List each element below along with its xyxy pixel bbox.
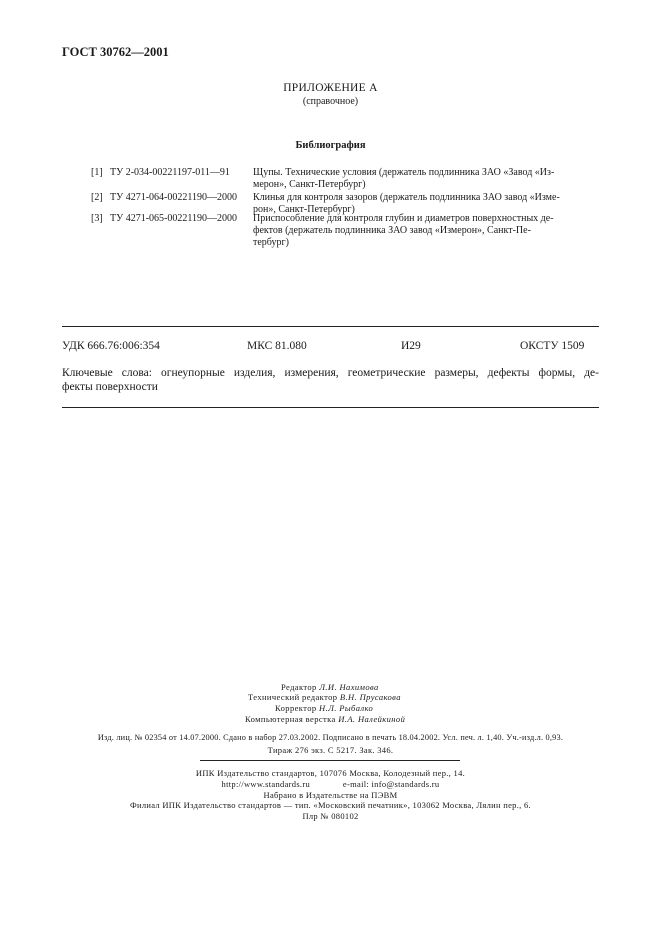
entry-text: рон», Санкт-Петербург) — [253, 204, 355, 215]
credit-role: Редактор — [281, 682, 317, 692]
entry-text: фектов (держатель подлинника ЗАО завод «Измерон», Санкт-Пе- — [253, 225, 531, 236]
print-info-line: Тираж 276 экз. С 5217. Зак. 346. — [267, 745, 394, 755]
print-info-line: Изд. лиц. № 02354 от 14.07.2000. Сдано в набор 27.03.2002. Подписано в печать 18.04.2002. Усл. печ. л. 1,40. Уч.-изд.л. 0,93. — [97, 733, 564, 742]
publisher-website-link[interactable]: http://www.standards.ru — [221, 779, 311, 789]
entry-code: ТУ 4271-065-00221190—2000 — [110, 213, 237, 224]
mks-code: МКС 81.080 — [247, 340, 307, 352]
credit-role: Технический редактор — [248, 692, 338, 702]
entry-number: [3] — [91, 213, 103, 224]
credit-role: Компьютерная верстка — [245, 714, 336, 724]
entry-text: Клинья для контроля зазоров (держатель подлинника ЗАО завод «Измe- — [253, 192, 560, 203]
entry-text: тербург) — [253, 237, 289, 248]
entry-text: Приспособление для контроля глубин и диаметров поверхностных де- — [253, 213, 554, 224]
credit-name: И.А. Налейкиной — [338, 714, 406, 724]
publisher-email-link[interactable]: e-mail: info@standards.ru — [342, 779, 440, 789]
publisher-line: Набрано в Издательстве на ПЭВМ — [263, 790, 398, 800]
group-code: И29 — [401, 340, 421, 352]
publisher-rule — [200, 760, 460, 761]
credit-name: В.Н. Прусакова — [339, 692, 401, 702]
entry-code: ТУ 4271-064-00221190—2000 — [110, 192, 237, 203]
top-rule — [62, 326, 599, 327]
entry-text: Щупы. Технические условия (держатель подлинника ЗАО «Завод «Из- — [253, 167, 555, 178]
credit-editor — [281, 682, 379, 692]
credit-name: Л.И. Нахимова — [319, 682, 379, 692]
publisher-contacts — [0, 779, 661, 789]
credit-proofreader — [275, 703, 373, 713]
bibliography-entry — [0, 167, 661, 190]
okstu-code: ОКСТУ 1509 — [520, 340, 585, 352]
annex-subtitle: (справочное) — [302, 96, 359, 107]
keywords-line: Ключевые слова: огнеупорные изделия, измерения, геометрические размеры, дефекты формы, де- — [62, 367, 599, 379]
bibliography-title: Библиография — [295, 140, 366, 151]
keywords — [62, 366, 599, 394]
document-header: ГОСТ 30762—2001 — [62, 45, 169, 59]
publisher-line: Плр № 080102 — [302, 811, 359, 821]
annex-title: ПРИЛОЖЕНИЕ А — [283, 82, 378, 94]
credit-layout — [245, 714, 405, 724]
publisher-line: Филиал ИПК Издательство стандартов — тип. «Московский печатник», 103062 Москва, Лялин пер., 6. — [130, 800, 531, 810]
entry-number: [2] — [91, 192, 103, 203]
bottom-rule — [62, 407, 599, 408]
credit-role: Корректор — [275, 703, 317, 713]
bibliography-entry — [0, 213, 661, 248]
credit-name: Н.Л. Рыбалко — [319, 703, 374, 713]
credit-tech-editor — [248, 692, 401, 702]
entry-code: ТУ 2-034-00221197-011—91 — [110, 167, 230, 178]
entry-number: [1] — [91, 167, 103, 178]
bibliography-entry — [0, 192, 661, 215]
publisher-line: ИПК Издательство стандартов, 107076 Москва, Колодезный пер., 14. — [195, 768, 466, 778]
udk-code: УДК 666.76:006:354 — [62, 340, 160, 352]
entry-text: мерон», Санкт-Петербург) — [253, 179, 366, 190]
keywords-line: фекты поверхности — [62, 381, 158, 393]
